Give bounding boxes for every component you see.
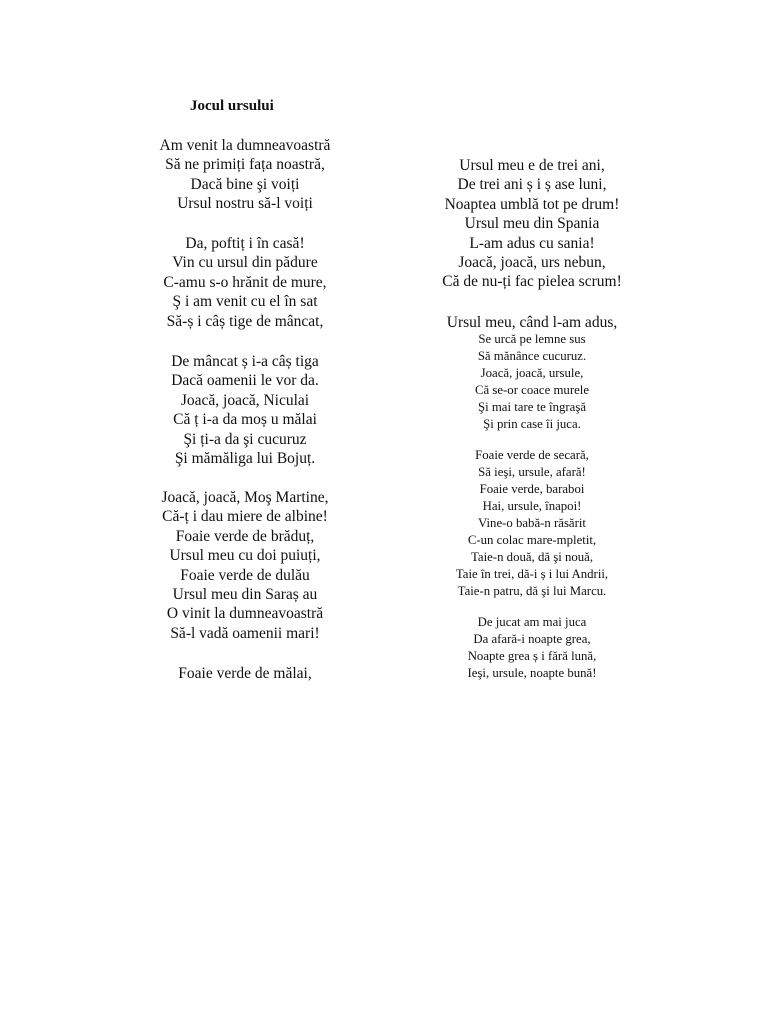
right-stanza-5 [418,614,646,682]
verse-line: Taie în trei, dă-i ș i lui Andrii, [455,567,609,581]
right-stanza-2 [418,313,646,332]
verse-line: O vinit la dumneavoastră [166,605,324,623]
verse-line: Ursul meu din Spania [464,215,600,233]
verse-line: Taie-n patru, dă şi lui Marcu. [457,584,607,598]
verse-line: Dacă bine şi voiți [190,175,300,193]
right-stanza-1 [418,156,646,292]
left-stanza-5 [140,664,350,683]
verse-line: Şi prin case îi juca. [483,417,581,431]
verse-line: Foaie verde de mălai, [178,665,312,682]
verse-line: Şi mămăliga lui Bojuț. [174,450,316,468]
verse-line: Joacă, joacă, urs nebun, [458,254,606,272]
verse-line: Să-ș i câș tige de mâncat, [166,312,324,330]
verse-line: Taie-n două, dă şi nouă, [470,550,594,564]
verse-line: Că se-or coace murele [474,383,590,397]
left-stanza-1 [140,136,350,214]
verse-line: Să mănânce cucuruz. [477,349,587,363]
verse-line: Ieşi, ursule, noapte bună! [467,666,597,680]
verse-line: Ş i am venit cu el în sat [172,293,318,311]
verse-line: Vin cu ursul din pădure [172,254,318,272]
verse-line: Să-l vadă oamenii mari! [170,624,320,642]
verse-line: De mâncat ș i-a câș tiga [171,353,319,370]
right-stanza-4 [418,447,646,600]
verse-line: Noaptea umblă tot pe drum! [444,195,620,213]
verse-line: Joacă, joacă, Moş Martine, [161,489,329,506]
verse-line: Foaie verde de brăduț, [175,527,315,545]
verse-line: Joacă, joacă, ursule, [480,366,584,380]
verse-line: Vine-o babă-n răsărit [478,516,586,530]
left-stanza-2 [140,234,350,331]
verse-line: Foaie verde de secară, [475,448,589,462]
verse-line: Ursul meu din Saraș au [172,586,318,604]
poem-title: Jocul ursului [190,98,274,114]
verse-line: Să ne primiți fața noastră, [165,156,325,174]
verse-line: Că de nu-ți fac pielea scrum! [442,273,622,291]
verse-line: Ursul meu e de trei ani, [459,157,605,174]
verse-line: Hai, ursule, înapoi! [482,499,582,513]
verse-line: De jucat am mai juca [477,615,587,629]
verse-line: Să ieşi, ursule, afară! [478,465,586,479]
verse-line: Se urcă pe lemne sus [478,332,586,346]
verse-line: Da afară-i noapte grea, [473,632,591,646]
verse-line: Noapte grea ș i fără lună, [467,649,597,663]
left-stanza-4 [140,488,350,643]
verse-line: C-amu s-o hrănit de mure, [163,273,327,291]
verse-line: Dacă oamenii le vor da. [171,372,319,390]
verse-line: C-un colac mare-mpletit, [467,533,597,547]
verse-line: Că-ț i dau miere de albine! [162,508,328,526]
verse-line: Ursul nostru să-l voiți [177,195,313,213]
verse-line: L-am adus cu sania! [469,234,595,252]
verse-line: Ursul meu, când l-am adus, [446,314,618,331]
verse-line: Ursul meu cu doi puiuți, [169,547,321,565]
verse-line: Foaie verde, baraboi [479,482,585,496]
verse-line: Da, poftiț i în casă! [185,235,305,252]
verse-line: Că ț i-a da moș u mălai [173,411,317,429]
verse-line: Şi mai tare te îngraşă [477,400,587,414]
left-stanza-3 [140,352,350,468]
verse-line: Am venit la dumneavoastră [159,137,331,154]
verse-line: Foaie verde de dulău [180,566,310,584]
right-stanza-3 [418,331,646,433]
verse-line: Joacă, joacă, Niculai [180,391,310,409]
verse-line: De trei ani ș i ș ase luni, [457,176,607,194]
verse-line: Şi ți-a da şi cucuruz [183,430,307,448]
